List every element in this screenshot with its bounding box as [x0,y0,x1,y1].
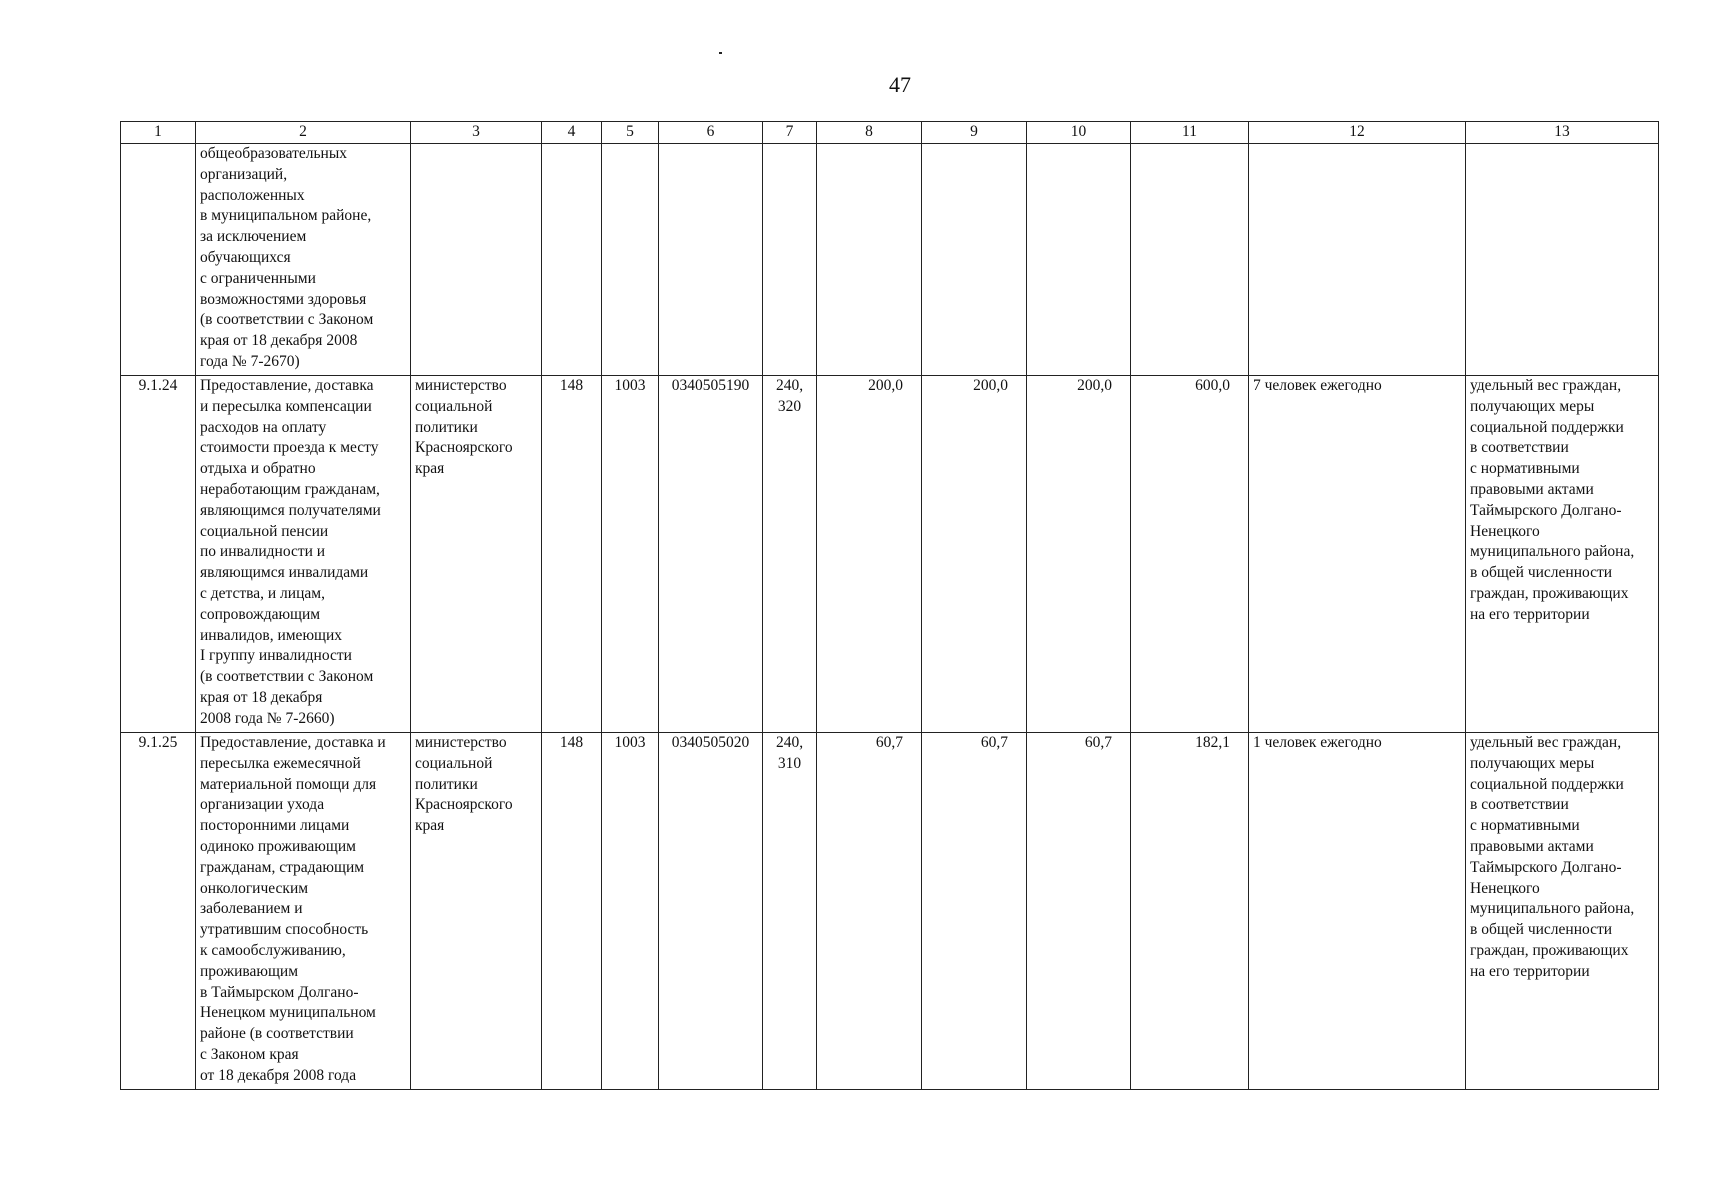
cell-col4 [542,144,602,376]
table-row-continuation [121,144,1659,376]
table-row [121,733,1659,1090]
cell-col4: 148 [542,376,602,733]
cell-col12: 7 человек ежегодно [1249,376,1466,733]
cell-col4: 148 [542,733,602,1090]
cell-col6: 0340505020 [659,733,763,1090]
cell-col11: 182,1 [1131,733,1249,1090]
cell-col13: удельный вес граждан, получающих меры социальной поддержки в соответствии с нормативными правовыми актами Таймырского Долгано- Ненецкого муниципального района, в общей численности граждан, проживающих на его территории [1466,376,1659,733]
cell-ministry: министерство социальной политики Красноярского края [411,733,542,1090]
scan-artifact [719,52,722,54]
column-header: 3 [411,122,542,144]
cell-col7: 240, 310 [763,733,817,1090]
cell-description: Предоставление, доставка и пересылка ежемесячной материальной помощи для организации ухода посторонними лицами одиноко проживающим гражданам, страдающим онкологическим заболеванием и утратившим способность к самообслуживанию, проживающим в Таймырском Долгано- Ненецком муниципальном районе (в соответствии с Законом края от 18 декабря 2008 года [196,733,411,1090]
column-number-row [121,122,1659,144]
cell-col6 [659,144,763,376]
column-header: 9 [922,122,1027,144]
cell-col10 [1027,144,1131,376]
cell-col5: 1003 [602,733,659,1090]
column-header: 2 [196,122,411,144]
cell-col11 [1131,144,1249,376]
column-header: 7 [763,122,817,144]
cell-col5 [602,144,659,376]
cell-col5: 1003 [602,376,659,733]
cell-col8: 200,0 [817,376,922,733]
budget-table [120,121,1659,1090]
cell-col9: 60,7 [922,733,1027,1090]
column-header: 1 [121,122,196,144]
column-header: 6 [659,122,763,144]
page-number: 47 [889,72,911,97]
cell-col12 [1249,144,1466,376]
cell-ministry: министерство социальной политики Красноярского края [411,376,542,733]
cell-col9: 200,0 [922,376,1027,733]
cell-col10: 60,7 [1027,733,1131,1090]
column-header: 11 [1131,122,1249,144]
column-header: 8 [817,122,922,144]
cell-col13 [1466,144,1659,376]
column-header: 10 [1027,122,1131,144]
cell-col8: 60,7 [817,733,922,1090]
cell-col7: 240, 320 [763,376,817,733]
cell-description: общеобразовательных организаций, расположенных в муниципальном районе, за исключением обучающихся с ограниченными возможностями здоровья (в соответствии с Законом края от 18 декабря 2008 года № 7-2670) [196,144,411,376]
cell-col10: 200,0 [1027,376,1131,733]
column-header: 12 [1249,122,1466,144]
column-header: 5 [602,122,659,144]
cell-id [121,144,196,376]
cell-id: 9.1.25 [121,733,196,1090]
cell-id: 9.1.24 [121,376,196,733]
cell-description: Предоставление, доставка и пересылка компенсации расходов на оплату стоимости проезда к месту отдыха и обратно неработающим гражданам, являющимся получателями социальной пенсии по инвалидности и являющимся инвалидами с детства, и лицам, сопровождающим инвалидов, имеющих I группу инвалидности (в соответствии с Законом края от 18 декабря 2008 года № 7-2660) [196,376,411,733]
cell-col11: 600,0 [1131,376,1249,733]
cell-ministry [411,144,542,376]
column-header: 4 [542,122,602,144]
cell-col6: 0340505190 [659,376,763,733]
cell-col13: удельный вес граждан, получающих меры социальной поддержки в соответствии с нормативными правовыми актами Таймырского Долгано- Ненецкого муниципального района, в общей численности граждан, проживающих на его территории [1466,733,1659,1090]
cell-col9 [922,144,1027,376]
column-header: 13 [1466,122,1659,144]
cell-col8 [817,144,922,376]
table-row [121,376,1659,733]
cell-col12: 1 человек ежегодно [1249,733,1466,1090]
cell-col7 [763,144,817,376]
